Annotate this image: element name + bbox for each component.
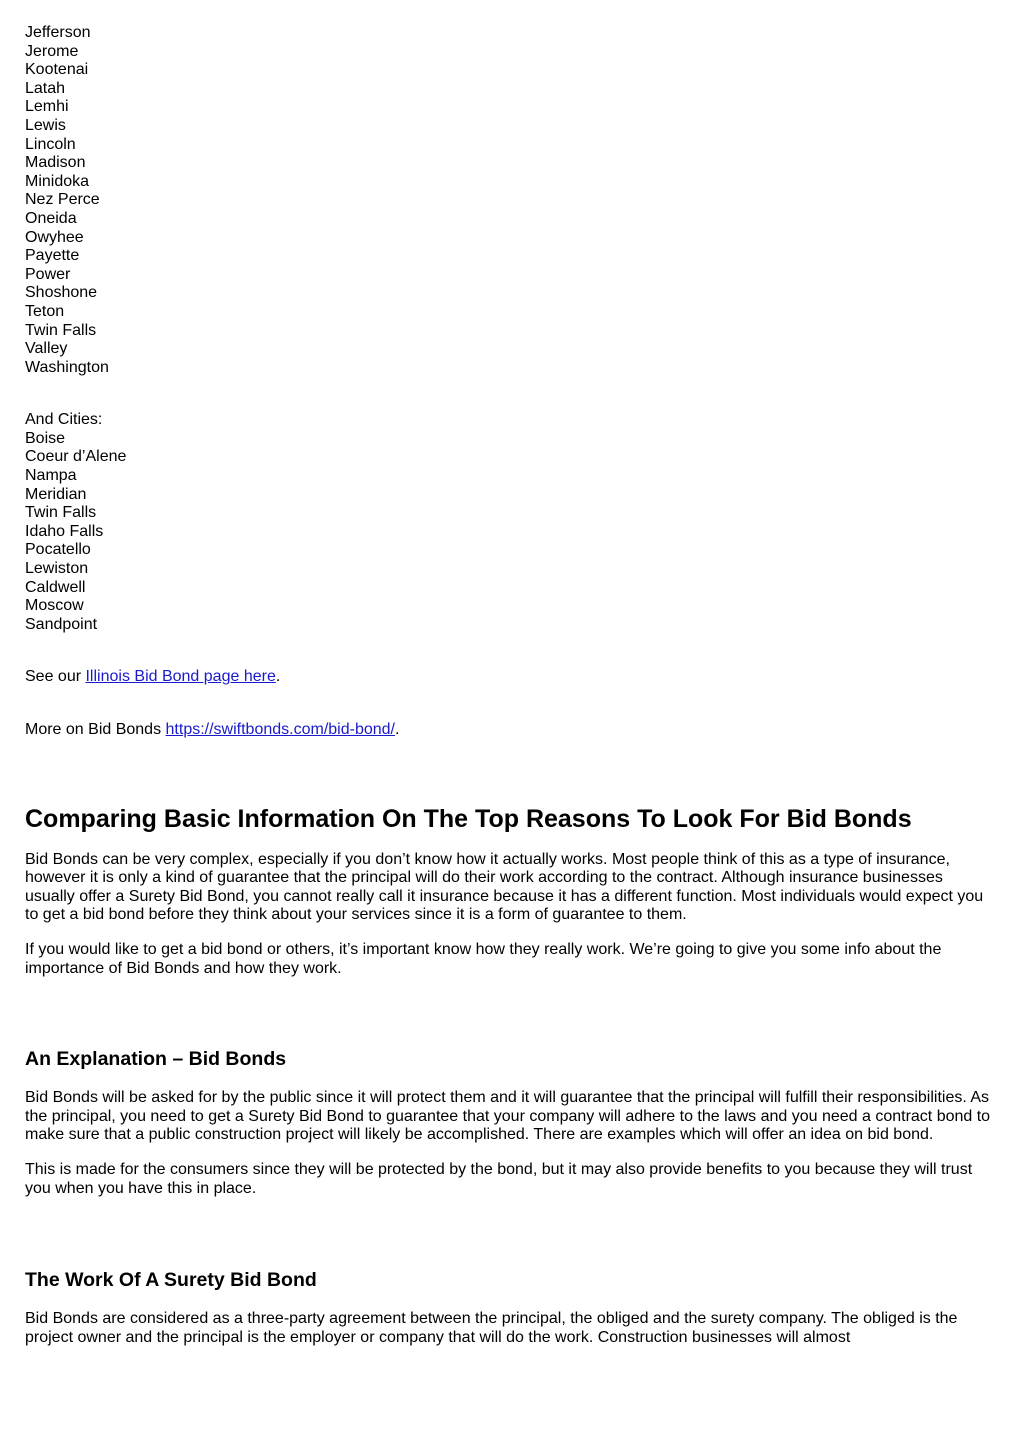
list-item: Power (25, 265, 71, 283)
list-item: Boise (25, 429, 66, 447)
list-item: Nez Perce (25, 191, 100, 209)
list-item: Teton (25, 302, 65, 320)
list-item: Latah (25, 79, 66, 97)
list-item: Owyhee (25, 228, 84, 246)
page-title: Comparing Basic Information On The Top Reasons To Look For Bid Bonds (25, 804, 912, 833)
see-our-prefix: See our (25, 668, 86, 686)
list-item: Oneida (25, 209, 77, 227)
list-item: Lemhi (25, 98, 69, 116)
list-item: Jerome (25, 42, 79, 60)
list-item: Moscow (25, 597, 84, 615)
paragraph: This is made for the consumers since they will be protected by the bond, but it may also provide benefits to you because they will trust you when you have this in place. (25, 1160, 973, 1197)
see-our-line (25, 668, 995, 687)
list-item: Valley (25, 340, 68, 358)
paragraph: Bid Bonds will be asked for by the public since it will protect them and it will guarantee that the principal will fulfill their responsibilities. As the principal, you need to get a Surety Bid Bond to guarantee that your company will adhere to the laws and you need a contract bond to make sure that a public construction project will likely be accomplished. There are examples which will offer an idea on bid bond. (25, 1089, 991, 1144)
list-item: Washington (25, 358, 109, 376)
list-item: Lewiston (25, 560, 89, 578)
list-item: Shoshone (25, 284, 98, 302)
list-item: Pocatello (25, 541, 91, 559)
list-item: Lincoln (25, 135, 76, 153)
list-item: Sandpoint (25, 615, 98, 633)
see-our-suffix: . (275, 668, 281, 686)
list-item: Idaho Falls (25, 522, 104, 540)
city-list (25, 411, 995, 634)
more-on-line (25, 721, 995, 740)
list-item: Caldwell (25, 578, 86, 596)
list-item: Kootenai (25, 61, 89, 79)
more-on-prefix: More on Bid Bonds (25, 721, 166, 738)
bid-bond-url-link[interactable]: https://swiftbonds.com/bid-bond/ (165, 721, 395, 738)
paragraph: Bid Bonds can be very complex, especially if you don’t know how it actually works. Most people think of this as a type of insurance, however it is only a kind of guarantee that the principal will do their work according to the contract. Although insurance businesses usually offer a Surety Bid Bond, you cannot really call it insurance because it has a different function. Most individuals would expect you to get a bid bond before they think about your services since it is a form of guarantee to them. (25, 850, 984, 924)
illinois-bid-bond-link[interactable]: Illinois Bid Bond page here (85, 668, 276, 686)
paragraph: If you would like to get a bid bond or others, it’s important know how they really work. We’re going to give you some info about the importance of Bid Bonds and how they work. (25, 940, 942, 977)
list-item: Minidoka (25, 172, 90, 190)
list-item: Payette (25, 247, 80, 265)
list-item: Coeur d’Alene (25, 448, 127, 466)
cities-heading: And Cities: (25, 411, 103, 429)
list-item: Twin Falls (25, 321, 97, 339)
list-item: Madison (25, 154, 86, 172)
section-heading: An Explanation – Bid Bonds (25, 1048, 287, 1071)
list-item: Jefferson (25, 24, 91, 41)
county-list (25, 24, 995, 377)
list-item: Meridian (25, 485, 87, 503)
list-item: Twin Falls (25, 504, 97, 522)
paragraph: Bid Bonds are considered as a three-party agreement between the principal, the obliged and the surety company. The obliged is the project owner and the principal is the employer or company that will do the work. Construction businesses will almost (25, 1310, 958, 1346)
section-heading: The Work Of A Surety Bid Bond (25, 1269, 317, 1292)
list-item: Nampa (25, 467, 77, 485)
more-on-suffix: . (394, 721, 400, 738)
list-item: Lewis (25, 116, 66, 134)
document-page (25, 24, 995, 1347)
